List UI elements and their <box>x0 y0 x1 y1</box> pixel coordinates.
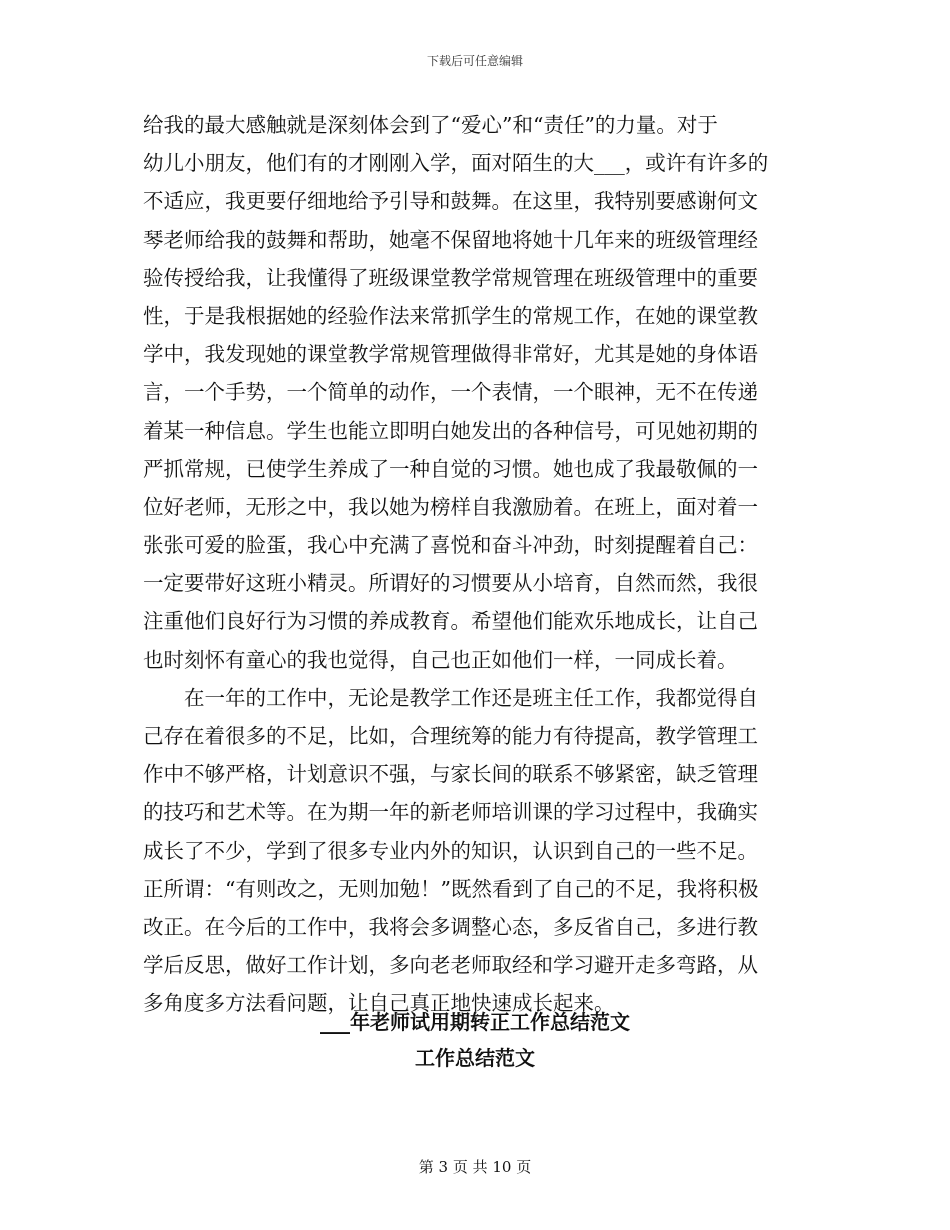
text-line: 张张可爱的脸蛋，我心中充满了喜悦和奋斗冲劲，时刻提醒着自己： <box>143 533 758 558</box>
text-line: 言，一个手势，一个简单的动作，一个表情，一个眼神，无不在传递 <box>143 380 758 405</box>
document-subtitle: 工作总结范文 <box>415 1046 535 1070</box>
text-line: 改正。在今后的工作中，我将会多调整心态，多反省自己，多进行教 <box>143 914 758 939</box>
text-line: 严抓常规，已使学生养成了一种自觉的习惯。她也成了我最敬佩的一 <box>143 456 758 481</box>
text-line: 注重他们良好行为习惯的养成教育。希望他们能欢乐地成长，让自己 <box>143 609 758 634</box>
text-line: 也时刻怀有童心的我也觉得，自己也正如他们一样，一同成长着。 <box>143 647 738 672</box>
text-line: 幼儿小朋友，他们有的才刚刚入学，面对陌生的大___，或许有许多的 <box>143 151 769 176</box>
page-footer: 第 3 页 共 10 页 <box>418 1158 532 1176</box>
text-line: 给我的最大感触就是深刻体会到了“爱心”和“责任”的力量。对于 <box>143 113 718 137</box>
text-line: 作中不够严格，计划意识不强，与家长间的联系不够紧密，缺乏管理 <box>143 762 758 787</box>
text-line: 正所谓：“有则改之，无则加勉！”既然看到了自己的不足，我将积极 <box>143 876 759 901</box>
text-line: 一定要带好这班小精灵。所谓好的习惯要从小培育，自然而然，我很 <box>143 571 758 596</box>
body-text <box>143 106 807 1023</box>
text-line: 学后反思，做好工作计划，多向老老师取经和学习避开走多弯路，从 <box>143 953 758 978</box>
text-line: 成长了不少，学到了很多专业内外的知识，认识到自己的一些不足。 <box>143 838 758 863</box>
text-line: 多角度多方法看问题，让自己真正地快速成长起来。 <box>143 991 615 1016</box>
text-line: 学中，我发现她的课堂教学常规管理做得非常好，尤其是她的身体语 <box>143 342 758 367</box>
text-line: 的技巧和艺术等。在为期一年的新老师培训课的学习过程中，我确实 <box>143 800 758 825</box>
text-line: 己存在着很多的不足，比如，合理统筹的能力有待提高，教学管理工 <box>143 724 758 748</box>
text-line: 验传授给我，让我懂得了班级课堂教学常规管理在班级管理中的重要 <box>143 265 758 290</box>
text-line: 性，于是我根据她的经验作法来常抓学生的常规工作，在她的课堂教 <box>143 303 758 328</box>
text-line: 在一年的工作中，无论是教学工作还是班主任工作，我都觉得自 <box>143 685 758 710</box>
text-line: 不适应，我更要仔细地给予引导和鼓舞。在这里，我特别要感谢何文 <box>143 189 758 214</box>
text-line: 位好老师，无形之中，我以她为榜样自我激励着。在班上，面对着一 <box>143 494 758 519</box>
text-line: 琴老师给我的鼓舞和帮助，她毫不保留地将她十几年来的班级管理经 <box>143 227 758 252</box>
text-line: 着某一种信息。学生也能立即明白她发出的各种信号，可见她初期的 <box>143 418 758 443</box>
page-header: 下载后可任意编辑 <box>426 54 523 68</box>
document-title: ___年老师试用期转正工作总结范文 <box>320 1010 630 1034</box>
